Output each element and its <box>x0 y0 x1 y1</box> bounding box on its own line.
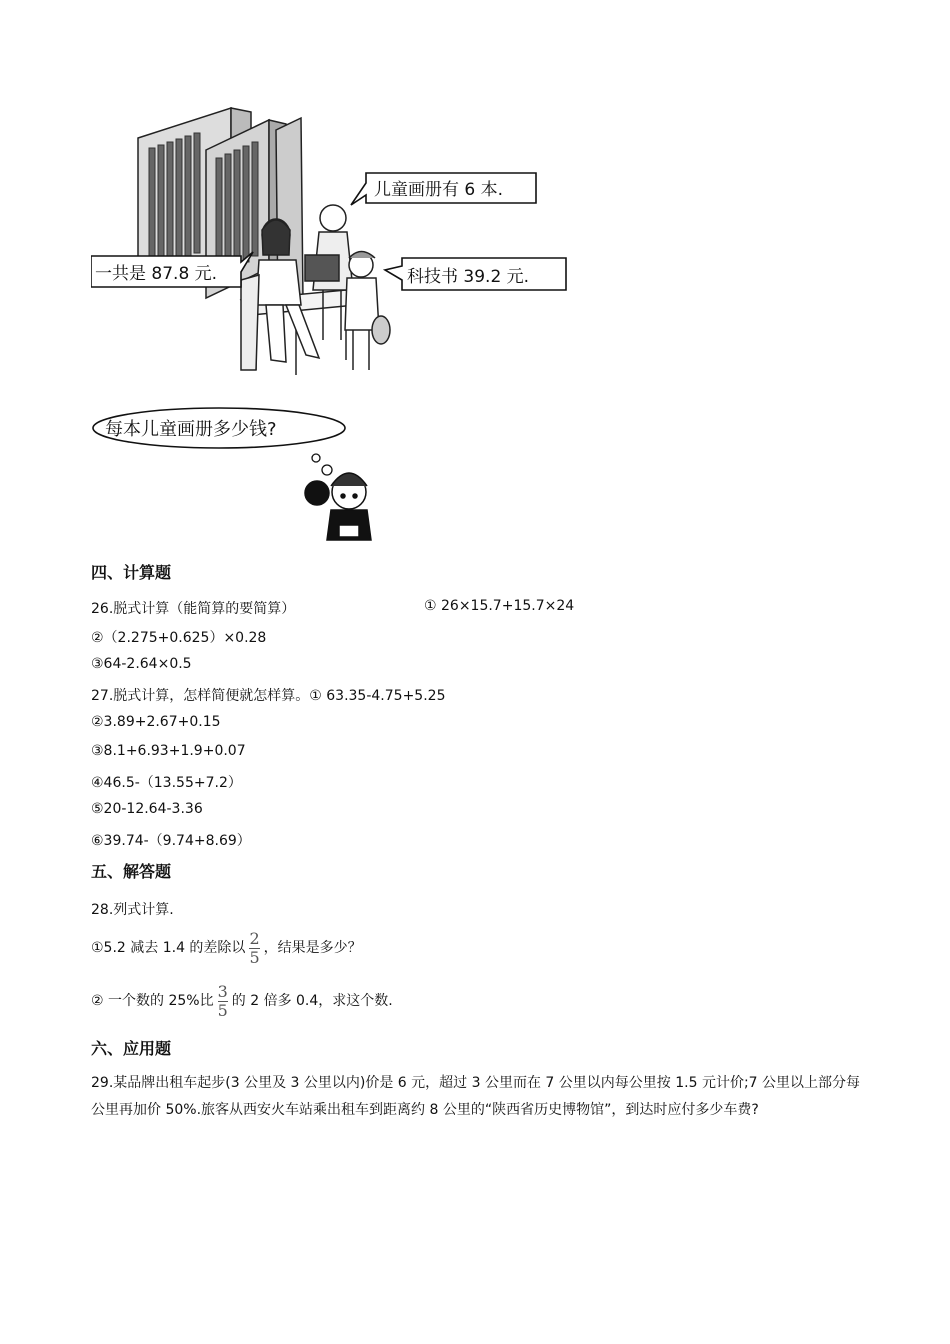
question-scene-drawing <box>91 400 387 547</box>
q27-item3: ③8.1+6.93+1.9+0.07 <box>91 743 246 759</box>
q28-item2 <box>91 977 393 1025</box>
q26-item3: ③64-2.64×0.5 <box>91 656 192 672</box>
q28-item1-text-b: ，结果是多少？ <box>263 940 362 956</box>
library-scene-drawing <box>91 100 567 383</box>
bubble-children-books: 儿童画册有 6 本. <box>374 180 504 200</box>
q26-item2: ②（2.275+0.625）×0.28 <box>91 630 267 646</box>
q28-prompt: 28.列式计算. <box>91 902 174 918</box>
q28-item1 <box>91 924 362 972</box>
q27-item4: ④46.5-（13.55+7.2） <box>91 775 242 791</box>
q27-item2: ②3.89+2.67+0.15 <box>91 714 221 730</box>
fraction-two-fifths <box>249 928 260 967</box>
library-illustration <box>91 100 567 383</box>
section6-heading: 六、应用题 <box>91 1039 172 1058</box>
q26-prompt: 26.脱式计算（能简算的要简算） <box>91 601 296 617</box>
fraction-denominator: 5 <box>217 1000 228 1020</box>
fraction-three-fifths <box>217 981 228 1020</box>
fraction-denominator: 5 <box>249 947 260 967</box>
section4-heading: 四、计算题 <box>91 563 172 582</box>
fraction-numerator: 2 <box>249 928 260 948</box>
q28-item1-text-a: ①5.2 减去 1.4 的差除以 <box>91 940 246 956</box>
fraction-numerator: 3 <box>217 981 228 1001</box>
q28-item2-text-b: 的 2 倍多 0.4，求这个数. <box>231 993 393 1009</box>
q29-text: 29.某品牌出租车起步(3 公里及 3 公里以内)价是 6 元，超过 3 公里而在 7 公里以内每公里按 1.5 元计价;7 公里以上部分每公里再加价 50%.旅客从西安火车站乘出租车到距离约 8 公里的“陕西省历史博物馆”，到达时应付多少车费? <box>91 1075 861 1118</box>
q26-item1: ① 26×15.7+15.7×24 <box>424 598 575 614</box>
q28-item2-text-a: ② 一个数的 25%比 <box>91 993 214 1009</box>
q27-prompt: 27.脱式计算，怎样简便就怎样算。① 63.35-4.75+5.25 <box>91 688 446 704</box>
q27-item6: ⑥39.74-（9.74+8.69） <box>91 833 251 849</box>
bubble-question: 每本儿童画册多少钱? <box>105 419 277 440</box>
bubble-total-price: 一共是 87.8 元. <box>95 264 218 284</box>
bubble-science-books: 科技书 39.2 元. <box>407 267 530 287</box>
question-illustration <box>91 400 387 547</box>
section5-heading: 五、解答题 <box>91 862 172 881</box>
q27-item5: ⑤20-12.64-3.36 <box>91 801 203 817</box>
